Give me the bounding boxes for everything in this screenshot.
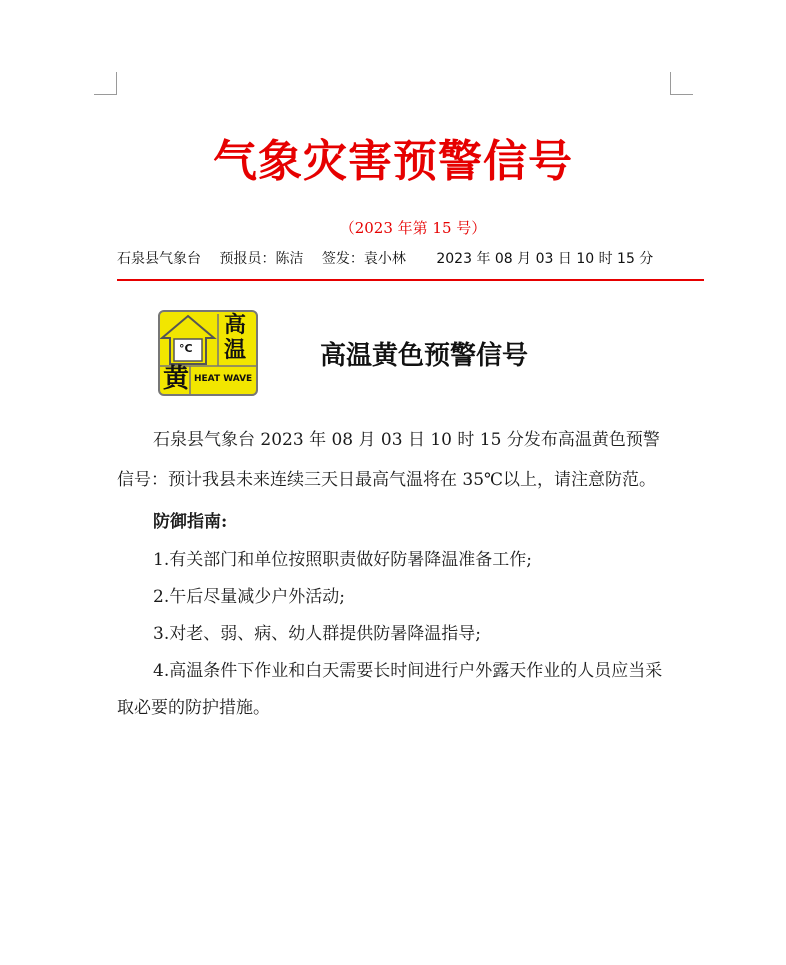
station-name: 石泉县气象台 — [117, 251, 201, 267]
guide-heading: 防御指南: — [153, 512, 228, 532]
guide-item: 2.午后尽量减少户外活动; — [153, 587, 345, 607]
page-corner-mark-top-right — [670, 72, 693, 95]
page-corner-mark-top-left — [94, 72, 117, 95]
icon-char-wen: 温 — [224, 338, 247, 363]
signal-title: 高温黄色预警信号 — [320, 341, 529, 371]
document-title: 气象灾害预警信号 — [213, 136, 573, 187]
header-red-divider — [117, 279, 704, 281]
issuer: 签发：袁小林 — [321, 251, 406, 267]
heat-wave-yellow-warning-icon — [158, 310, 258, 396]
icon-celsius-label: °C — [179, 342, 193, 355]
issue-number: （2023 年第 15 号） — [339, 219, 487, 237]
icon-char-gao: 高 — [224, 313, 247, 338]
issuance-meta-line — [117, 248, 687, 270]
forecaster: 预报员：陈洁 — [219, 251, 304, 267]
warning-paragraph: 石泉县气象台 2023 年 08 月 03 日 10 时 15 分发布高温黄色预警信号：预计我县未来连续三天日最高气温将在 35℃以上，请注意防范。 — [117, 430, 660, 490]
document-body — [117, 420, 673, 727]
guide-item: 1.有关部门和单位按照职责做好防暑降温准备工作; — [153, 550, 532, 570]
icon-heat-wave-label: HEAT WAVE — [194, 374, 253, 384]
guide-item: 4.高温条件下作业和白天需要长时间进行户外露天作业的人员应当采取必要的防护措施。 — [117, 661, 663, 718]
issue-datetime: 2023 年 08 月 03 日 10 时 15 分 — [436, 251, 654, 267]
guide-item: 3.对老、弱、病、幼人群提供防暑降温指导; — [153, 624, 481, 644]
guide-list — [117, 542, 673, 727]
icon-char-huang: 黄 — [163, 364, 190, 394]
